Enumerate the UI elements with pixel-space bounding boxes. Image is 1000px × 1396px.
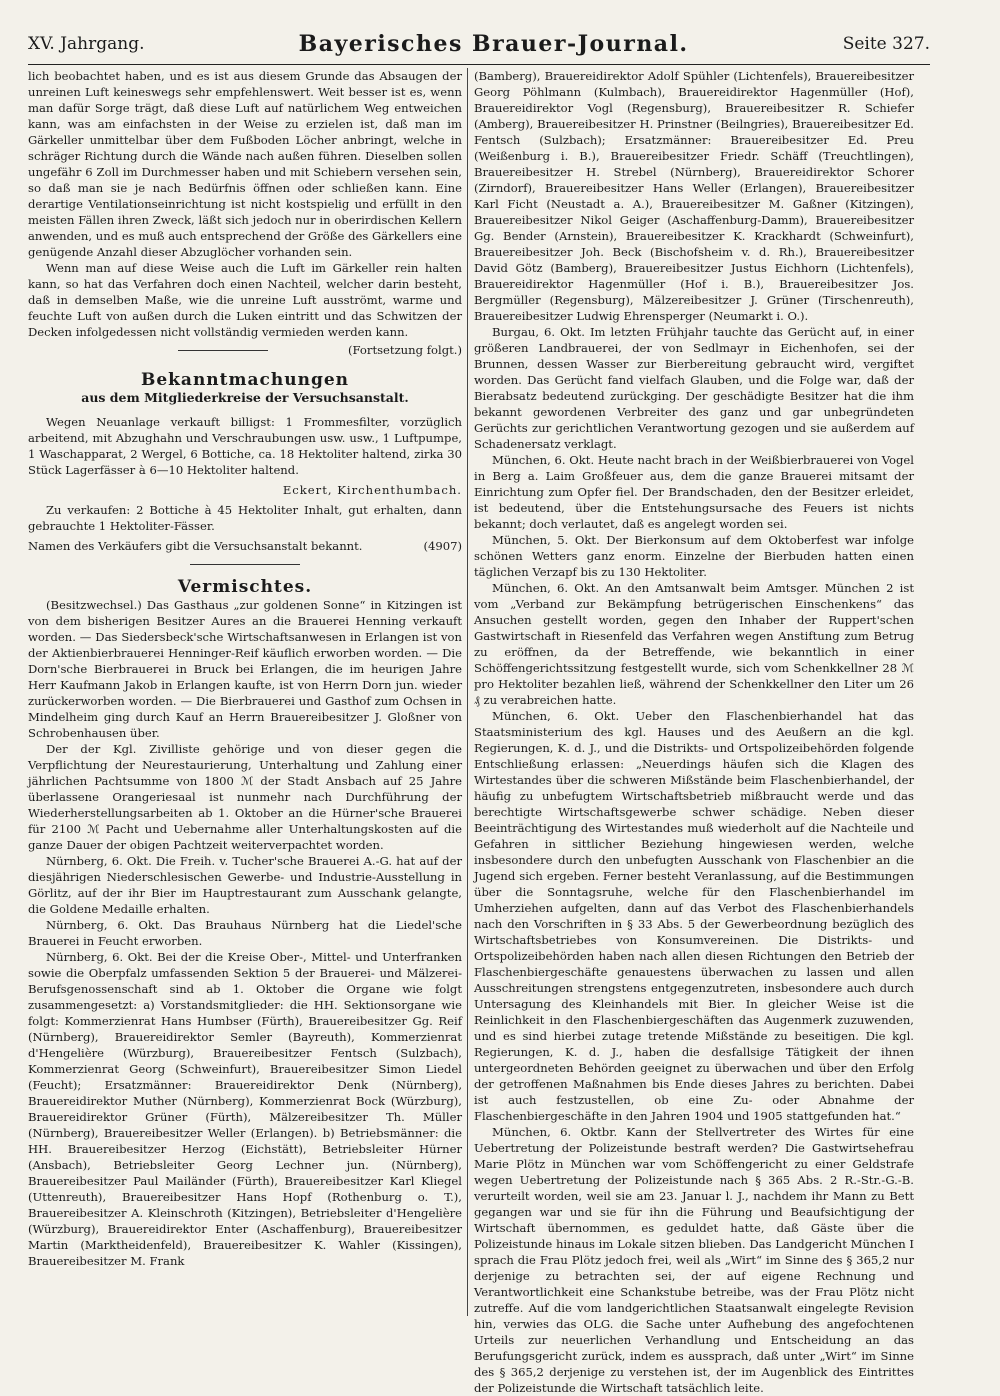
continuation-row <box>28 342 462 358</box>
misc-heading: Vermischtes. <box>177 577 313 597</box>
classified-ad-2-note: Namen des Verkäufers gibt die Versuchsanstalt bekannt. <box>28 539 363 553</box>
classified-ad-2: Zu verkaufen: 2 Bottiche à 45 Hektoliter Inhalt, gut erhalten, dann gebrauchte 1 Hektoliter-Fässer. <box>28 503 462 533</box>
news-item-muenchen-oktoberfest: München, 5. Okt. Der Bierkonsum auf dem Oktoberfest war infolge schönen Wetters ganz enorm. Einzelne der Bierbuden hatten einen täglichen Verzapf bis zu 130 Hektoliter. <box>474 533 914 579</box>
end-rule <box>178 350 268 351</box>
page-number: Seite 327. <box>842 34 930 54</box>
classified-ad-1: Wegen Neuanlage verkauft billigst: 1 Frommesfilter, vorzüglich arbeitend, mit Abzughahn und Verschraubungen usw. usw., 1 Luftpumpe, 1 Waschapparat, 2 Wergel, 6 Bottiche, ca. 18 Hektoliter haltend, zirka 30 Stück Lagerfässer à 6—10 Hektoliter haltend. <box>28 415 462 477</box>
notices-subheading: aus dem Mitgliederkreise der Versuchsanstalt. <box>81 390 409 405</box>
news-item-section5-continued: (Bamberg), Brauereidirektor Adolf Spühler (Lichtenfels), Brauereibesitzer Georg Pöhlmann (Kulmbach), Brauereidirektor Hagenmüller (Hof), Brauereidirektor Vogl (Regensburg), Brauereibesitzer R. Schiefer (Amberg), Brauereibesitzer H. Prinstner (Beilngries), Brauereibesitzer Ed. Fentsch (Sulzbach); Ersatzmänner: Brauereibesitzer Ed. Preu (Weißenburg i. B.), Brauereibesitzer Friedr. Schäff (Treuchtlingen), Brauereibesitzer H. Strebel (Nürnberg), Brauereidirektor Schorer (Zirndorf), Brauereibesitzer Hans Weller (Erlangen), Brauereibesitzer Karl Ficht (Neustadt a. A.), Brauereibesitzer M. Gaßner (Kitzingen), Brauereibesitzer Nikol Geiger (Aschaffenburg-Damm), Brauereibesitzer Gg. Bender (Arnstein), Brauereibesitzer K. Krackhardt (Schweinfurt), Brauereibesitzer Joh. Beck (Bischofsheim v. d. Rh.), Brauereibesitzer David Götz (Bamberg), Brauereibesitzer Justus Eichhorn (Lichtenfels), Brauereidirektor Hagenmüller (Hof i. B.), Brauereibesitzer Jos. Bergmüller (Regensburg), Mälzereibesitzer J. Grüner (Tirschenreuth), Brauereibesitzer Ludwig Ehrensperger (Neumarkt i. O.). <box>474 69 914 323</box>
news-item-muenchen-fraud: München, 6. Okt. An den Amtsanwalt beim Amtsger. München 2 ist vom „Verband zur Bekämpfung betrügerischen Einschenkens“ das Ansuchen gestellt worden, gegen den Inhaber der Ruppert'schen Gastwirtschaft in Riesenfeld das Verfahren wegen Anstiftung zum Betrug zu eröffnen, da der Betreffende, wie bekanntlich in einer Schöffengerichtssitzung festgestellt wurde, sich vom Schenkkellner 28 ℳ pro Hektoliter bezahlen ließ, während der Schenkkellner den Liter um 26 ₰ zu verabreichen hatte. <box>474 581 914 707</box>
section-divider <box>190 564 300 565</box>
page-header <box>28 24 930 65</box>
classified-ad-2-footer <box>28 538 462 554</box>
news-item-muenchen-bottled-beer: München, 6. Okt. Ueber den Flaschenbierhandel hat das Staatsministerium des kgl. Hauses und des Aeußern an die kgl. Regierungen, K. d. J., und die Distrikts- und Ortspolizeibehörden folgende Entschließung erlassen: „Neuerdings häufen sich die Klagen des Wirtestandes über die schweren Mißstände beim Flaschenbierhandel, der häufig zu unbefugtem Wirtschaftsbetrieb mißbraucht werde und das berechtigte Wirtschaftsgewerbe schwer schädige. Neben dieser Beeinträchtigung des Wirtestandes muß wiederholt auf die Nachteile und Gefahren in sittlicher Beziehung hingewiesen werden, welche insbesondere durch den unbefugten Ausschank von Flaschenbier an die Jugend sich ergeben. Ferner besteht Veranlassung, auf die Bestimmungen über die Sonntagsruhe, welche für den Flaschenbierhandel im Umherziehen aufgelten, dann auf das Verbot des Flaschenbierhandels nach den Vorschriften in § 33 Abs. 5 der Gewerbeordnung bezüglich des Wirtschaftsbetriebes von Konsumvereinen. Die Distrikts- und Ortspolizeibehörden haben nach allen diesen Richtungen den Betrieb der Flaschenbiergeschäfte genauestens überwachen zu lassen und allen Ausschreitungen strengstens entgegenzutreten, insbesondere auch durch Untersagung des Kleinhandels mit Bier. In gleicher Weise ist die Reinlichkeit in den Flaschenbiergeschäften das Augenmerk zuzuwenden, und es sind hierbei zutage tretende Mißstände zu beseitigen. Die kgl. Regierungen, K. d. J., haben die desfallsige Tätigkeit der ihnen untergeordneten Behörden geeignet zu überwachen und über den Erfolg der getroffenen Maßnahmen bis Ende dieses Jahres zu berichten. Dabei ist auch festzustellen, ob eine Zu- oder Abnahme der Flaschenbiergeschäfte in den Jahren 1904 und 1905 stattgefunden hat.“ <box>474 709 914 1123</box>
notices-heading: Bekanntmachungen <box>140 370 350 390</box>
news-item-muenchen-curfew: München, 6. Oktbr. Kann der Stellvertreter des Wirtes für eine Uebertretung der Polizeistunde bestraft werden? Die Gastwirtsehefrau Marie Plötz in München war vom Schöffengericht zu einer Geldstrafe wegen Uebertretung der Polizeistunde nach § 365 Abs. 2 R.-Str.-G.-B. verurteilt worden, weil sie am 23. Januar l. J., nachdem ihr Mann zu Bett gegangen war und sie für ihn die Führung und Beaufsichtigung der Wirtschaft übernommen, es geduldet hatte, daß Gäste über die Polizeistunde hinaus im Lokale sitzen blieben. Das Landgericht München I sprach die Frau Plötz jedoch frei, weil als „Wirt“ im Sinne des § 365,2 nur derjenige zu betrachten sei, der auf eigene Rechnung und Verantwortlichkeit eine Schankstube betreibe, was der Frau Plötz nicht zutreffe. Auf die vom landgerichtlichen Staatsanwalt eingelegte Revision hin, verwies das OLG. die Sache unter Aufhebung des angefochtenen Urteils zur neuerlichen Verhandlung und Entscheidung an das Berufungsgericht zurück, indem es aussprach, daß unter „Wirt“ im Sinne des § 365,2 derjenige zu verstehen ist, der im Augenblick des Eintrittes der Polizeistunde die Wirtschaft tatsächlich leite. <box>474 1125 914 1395</box>
news-item-ownership-changes: (Besitzwechsel.) Das Gasthaus „zur goldenen Sonne“ in Kitzingen ist von dem bisherigen Besitzer Aures an die Brauerei Henning verkauft worden. — Das Siedersbeck'sche Wirtschaftsanwesen in Erlangen ist von der Aktienbierbrauerei Henninger-Reif käuflich erworben worden. — Die Dorn'sche Bierbrauerei in Bruck bei Erlangen, die im heurigen Jahre Herr Kaufmann Jakob in Erlangen kaufte, ist von Herrn Dorn jun. wieder zurückerworben worden. — Die Bierbrauerei und Gasthof zum Ochsen in Mindelheim ging durch Kauf an Herrn Brauereibesitzer J. Gloßner von Schrobenhausen über. <box>28 598 462 740</box>
classified-ad-2-reference: (4907) <box>423 539 462 553</box>
journal-title: Bayerisches Brauer-Journal. <box>298 31 689 57</box>
news-item-orangerie-lease: Der der Kgl. Zivilliste gehörige und von dieser gegen die Verpflichtung der Neurestaurierung, Unterhaltung und Zahlung einer jährlichen Pachtsumme von 1800 ℳ der Stadt Ansbach auf 25 Jahre überlassene Orangeriesaal ist nunmehr nach Durchführung der Wiederherstellungsarbeiten ab 1. Oktober an die Hürner'sche Brauerei für 2100 ℳ Pacht und Uebernahme aller Unterhaltungskosten auf die ganze Dauer der obigen Pachtzeit weiterverpachtet worden. <box>28 742 462 852</box>
right-column <box>474 68 914 1395</box>
volume-label: XV. Jahrgang. <box>28 34 145 54</box>
article-continuation-paragraph: lich beobachtet haben, und es ist aus diesem Grunde das Absaugen der unreinen Luft keineswegs sehr empfehlenswert. Weit besser ist es, wenn man dafür Sorge trägt, daß diese Luft auf natürlichem Weg entweichen kann, was am einfachsten in der Weise zu erzielen ist, daß man im Gärkeller unmittelbar über dem Fußboden Löcher anbringt, welche in schräger Richtung durch die Wände nach außen führen. Dieselben sollen ungefähr 6 Zoll im Durchmesser haben und mit Schiebern versehen sein, so daß man sie je nach Bedürfnis öffnen oder schließen kann. Eine derartige Ventilationseinrichtung ist nicht kostspielig und erfüllt in den meisten Fällen ihren Zweck, läßt sich jedoch nur in oberirdischen Kellern anwenden, und es muß auch entsprechend der Größe des Gärkellers eine genügende Anzahl dieser Abzuglöcher vorhanden sein. <box>28 69 462 259</box>
news-item-nuernberg-medal: Nürnberg, 6. Okt. Die Freih. v. Tucher'sche Brauerei A.-G. hat auf der diesjährigen Niederschlesischen Gewerbe- und Industrie-Ausstellung in Görlitz, auf der ihr Bier im Hauptrestaurant zum Ausschank gelangte, die Goldene Medaille erhalten. <box>28 854 462 916</box>
news-item-muenchen-fire: München, 6. Okt. Heute nacht brach in der Weißbierbrauerei von Vogel in Berg a. Laim Großfeuer aus, dem die ganze Brauerei mitsamt der Einrichtung zum Opfer fiel. Der Brandschaden, den der Besitzer erleidet, ist bedeutend, über die Entstehungsursache des Feuers ist nichts bekannt; doch verlautet, daß es angelegt worden sei. <box>474 453 914 531</box>
article-paragraph: Wenn man auf diese Weise auch die Luft im Gärkeller rein halten kann, so hat das Verfahren doch einen Nachteil, welcher darin besteht, daß in demselben Maße, wie die unreine Luft ausströmt, warme und feuchte Luft von außen durch die Luken eintritt und das Schwitzen der Decken infolgedessen nicht vollständig vermieden werden kann. <box>28 261 462 339</box>
left-column <box>28 68 462 1320</box>
news-item-nuernberg-section5: Nürnberg, 6. Okt. Bei der die Kreise Ober-, Mittel- und Unterfranken sowie die Oberpfalz umfassenden Sektion 5 der Brauerei- und Mälzerei-Berufsgenossenschaft sind ab 1. Oktober die Organe wie folgt zusammengesetzt: a) Vorstandsmitglieder: die HH. Sektionsorgane wie folgt: Kommerzienrat Hans Humbser (Fürth), Brauereibesitzer Gg. Reif (Nürnberg), Brauereidirektor Semler (Bayreuth), Kommerzienrat d'Hengelière (Würzburg), Brauereibesitzer Fentsch (Sulzbach), Kommerzienrat Georg (Schweinfurt), Brauereibesitzer Simon Liedel (Feucht); Ersatzmänner: Brauereidirektor Denk (Nürnberg), Brauereidirektor Muther (Nürnberg), Kommerzienrat Bock (Würzburg), Brauereidirektor Grüner (Fürth), Mälzereibesitzer Th. Müller (Nürnberg), Brauereibesitzer Weller (Erlangen). b) Betriebsmänner: die HH. Brauereibesitzer Herzog (Eichstätt), Betriebsleiter Hürner (Ansbach), Betriebsleiter Georg Lechner jun. (Nürnberg), Brauereibesitzer Paul Mailänder (Fürth), Brauereibesitzer Karl Kliegel (Uttenreuth), Brauereibesitzer Hans Hopf (Rothenburg o. T.), Brauereibesitzer A. Kleinschroth (Kitzingen), Betriebsleiter d'Hengelière (Würzburg), Brauereidirektor Enter (Aschaffenburg), Brauereibesitzer Martin (Marktheidenfeld), Brauereibesitzer K. Wahler (Kissingen), Brauereibesitzer M. Frank <box>28 950 462 1268</box>
classified-ad-1-signature: Eckert, Kirchenthumbach. <box>282 483 462 497</box>
continuation-note: (Fortsetzung folgt.) <box>347 343 462 357</box>
news-item-nuernberg-acquisition: Nürnberg, 6. Okt. Das Brauhaus Nürnberg hat die Liedel'sche Brauerei in Feucht erworben. <box>28 918 462 948</box>
column-divider <box>467 68 468 1316</box>
news-item-burgau: Burgau, 6. Okt. Im letzten Frühjahr tauchte das Gerücht auf, in einer größeren Landbrauerei, der von Sedlmayr in Eichenhofen, sei der Brunnen, dessen Wasser zur Bierbereitung gebraucht wird, vergiftet worden. Das Gerücht fand vielfach Glauben, und die Folge war, daß der Bierabsatz bedeutend zurückging. Der geschädigte Besitzer hat die ihm bekannt gewordenen Verbreiter des ganz und gar unbegründeten Gerüchts zur gerichtlichen Verantwortung gezogen und sie außerdem auf Schadenersatz verklagt. <box>474 325 914 451</box>
